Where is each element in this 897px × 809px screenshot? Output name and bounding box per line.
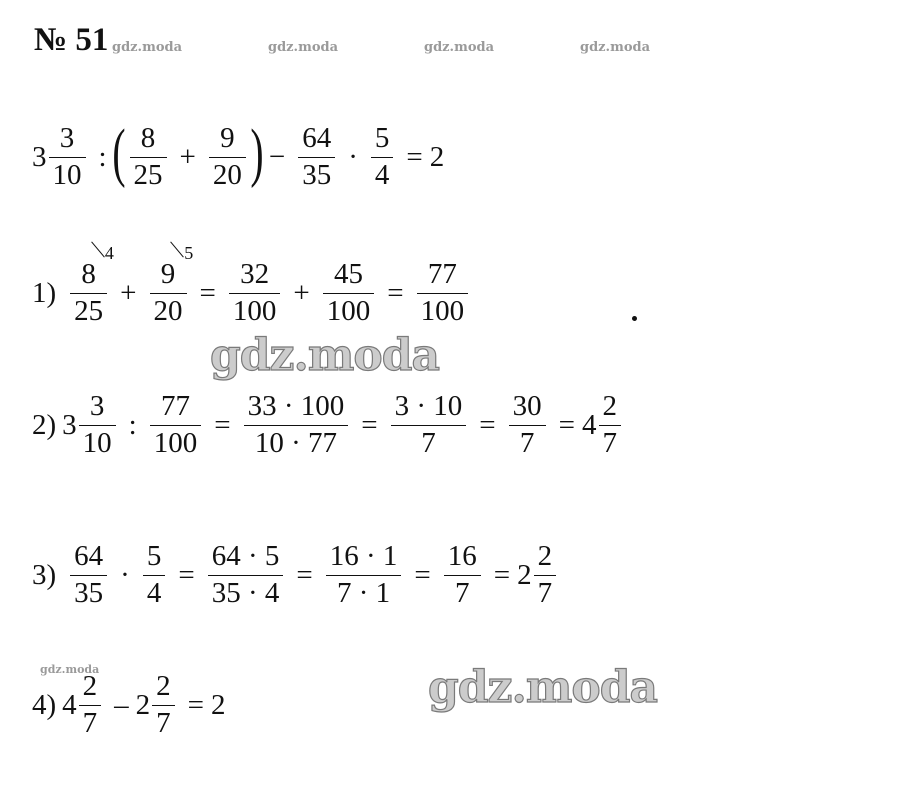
denominator: 7: [537, 576, 553, 609]
equals-sign: =: [387, 276, 404, 309]
watermark-small: gdz.moda: [268, 40, 339, 55]
step-label: 2): [32, 408, 57, 441]
fraction-bar: [444, 575, 481, 576]
denominator: 10: [82, 426, 112, 459]
fraction-bar: [323, 293, 375, 294]
fraction: [298, 122, 335, 192]
fraction-bar: [599, 425, 622, 426]
fraction-bar: [534, 575, 557, 576]
denominator: 10: [52, 158, 82, 191]
fraction-bar: [130, 157, 167, 158]
fraction-bar: [391, 425, 467, 426]
fraction: [229, 258, 281, 328]
numerator: 3: [89, 390, 105, 423]
equals-sign: =: [178, 558, 195, 591]
whole-part: 3: [32, 140, 47, 173]
denominator: 7: [82, 706, 98, 739]
fraction: [152, 670, 175, 740]
numerator: 8: [140, 122, 156, 155]
whole-part: 4: [62, 688, 77, 721]
equals-sign: =: [187, 688, 205, 721]
equals-sign: =: [199, 276, 216, 309]
numerator: 2: [537, 540, 553, 573]
numerator: 9: [220, 122, 235, 155]
numerator-value: 9: [160, 258, 176, 291]
fraction-bar: [229, 293, 281, 294]
fraction: [143, 540, 166, 610]
fraction: [534, 540, 557, 610]
watermark-large: gdz.moda: [428, 662, 658, 713]
denominator: 20: [153, 294, 183, 327]
numerator: 2: [156, 670, 171, 703]
equals-sign: =: [214, 408, 231, 441]
fraction-bar: [298, 157, 335, 158]
fraction: [326, 540, 402, 610]
denominator: 35: [302, 158, 332, 191]
denominator: 100: [153, 426, 198, 459]
denominator: 100: [232, 294, 277, 327]
fraction: [323, 258, 375, 328]
denominator: 20: [212, 158, 242, 191]
numerator: 5: [146, 540, 162, 573]
numerator: 77: [160, 390, 190, 423]
fraction-bar: [150, 293, 187, 294]
whole-part: 4: [582, 408, 597, 441]
fraction: [391, 390, 467, 460]
fraction: [209, 122, 246, 192]
denominator: 7: [156, 706, 171, 739]
fraction: [150, 390, 202, 460]
watermark-small: gdz.moda: [424, 40, 495, 55]
fraction-bar: [509, 425, 546, 426]
expression-line: [32, 116, 445, 192]
step-label: 1): [32, 276, 57, 309]
fraction-bar: [143, 575, 166, 576]
minus-sign: −: [268, 140, 286, 173]
fraction-bar: [209, 157, 246, 158]
numerator: 33 · 100: [247, 390, 345, 423]
fraction: [244, 390, 349, 460]
numerator: 45: [334, 258, 363, 291]
result: 2: [429, 140, 445, 173]
fraction: [130, 122, 167, 192]
numerator: 3 · 10: [394, 390, 463, 423]
plus-sign: +: [120, 276, 137, 309]
fraction: [79, 670, 102, 740]
numerator: 2: [82, 670, 98, 703]
numerator-value: 8: [81, 258, 96, 291]
denominator: 25: [133, 158, 163, 191]
numerator: 77: [427, 258, 457, 291]
multiply-sign: ·: [120, 558, 130, 591]
denominator: 35: [74, 576, 104, 609]
equals-sign: =: [296, 558, 313, 591]
multiply-sign: ·: [348, 140, 358, 173]
result: 2: [211, 688, 226, 721]
fraction: [79, 390, 116, 460]
numerator: 5: [374, 122, 390, 155]
denominator: 7: [519, 426, 535, 459]
whole-part: 2: [135, 688, 151, 721]
whole-part: 3: [62, 408, 77, 441]
fraction: [49, 122, 86, 192]
denominator: 25: [74, 294, 104, 327]
denominator: 100: [326, 294, 371, 327]
fraction-bar: [208, 575, 284, 576]
fraction-bar: [70, 575, 107, 576]
numerator: 16 · 1: [329, 540, 398, 573]
equals-sign: =: [406, 140, 423, 173]
fraction: [150, 243, 194, 328]
numerator: 3: [59, 122, 75, 155]
fraction-bar: [49, 157, 86, 158]
fraction: [371, 122, 394, 192]
numerator: 64: [302, 122, 332, 155]
numerator: 2: [602, 390, 618, 423]
denominator: 4: [374, 158, 390, 191]
watermark-large: gdz.moda: [210, 330, 440, 381]
equals-sign: =: [361, 408, 378, 441]
fraction: [417, 258, 469, 328]
numerator: 32: [240, 258, 270, 291]
cancel-mark: [91, 242, 105, 258]
plus-sign: +: [293, 276, 310, 309]
equals-sign: =: [479, 408, 496, 441]
denominator: 7 · 1: [336, 576, 391, 609]
fraction-bar: [417, 293, 469, 294]
extra-factor: 5: [184, 243, 194, 264]
fraction: [509, 390, 546, 460]
step-label: 3): [32, 558, 57, 591]
denominator: 10 · 77: [254, 426, 338, 459]
numerator: 30: [512, 390, 542, 423]
numerator: 64: [74, 540, 104, 573]
equals-sign: =: [558, 408, 576, 441]
extra-factor: 4: [104, 243, 114, 264]
whole-part: 2: [517, 558, 532, 591]
denominator: 7: [421, 426, 436, 459]
numerator: [77, 243, 114, 291]
denominator: 7: [602, 426, 618, 459]
fraction: [208, 540, 284, 610]
watermark-small: gdz.moda: [112, 40, 183, 55]
watermark-small: gdz.moda: [40, 663, 100, 676]
page-title: № 51: [34, 22, 109, 58]
divide-sign: :: [98, 140, 107, 173]
fraction-bar: [150, 425, 202, 426]
fraction: [70, 540, 107, 610]
numerator: 16: [447, 540, 477, 573]
numerator: [157, 243, 194, 291]
watermark-small: gdz.moda: [580, 40, 651, 55]
plus-sign: +: [179, 140, 196, 173]
fraction-bar: [371, 157, 394, 158]
stray-dot: [632, 316, 637, 321]
fraction-bar: [326, 575, 402, 576]
divide-sign: :: [128, 408, 137, 441]
fraction-bar: [79, 705, 102, 706]
equals-sign: =: [493, 558, 511, 591]
fraction: [70, 243, 114, 328]
fraction-bar: [152, 705, 175, 706]
fraction-bar: [70, 293, 107, 294]
minus-sign: –: [114, 688, 129, 721]
fraction-bar: [79, 425, 116, 426]
fraction: [599, 390, 622, 460]
fraction-bar: [244, 425, 349, 426]
step-4: [32, 670, 226, 740]
step-label: 4): [32, 688, 57, 721]
numerator: 64 · 5: [211, 540, 280, 573]
equals-sign: =: [414, 558, 431, 591]
denominator: 100: [420, 294, 465, 327]
step-3: [32, 540, 562, 610]
cancel-mark: [170, 242, 184, 258]
denominator: 35 · 4: [211, 576, 280, 609]
left-paren: (: [111, 116, 126, 189]
fraction: [444, 540, 481, 610]
step-2: [32, 390, 627, 460]
right-paren: ): [250, 116, 264, 189]
denominator: 4: [146, 576, 162, 609]
step-1: [32, 243, 474, 328]
denominator: 7: [455, 576, 470, 609]
